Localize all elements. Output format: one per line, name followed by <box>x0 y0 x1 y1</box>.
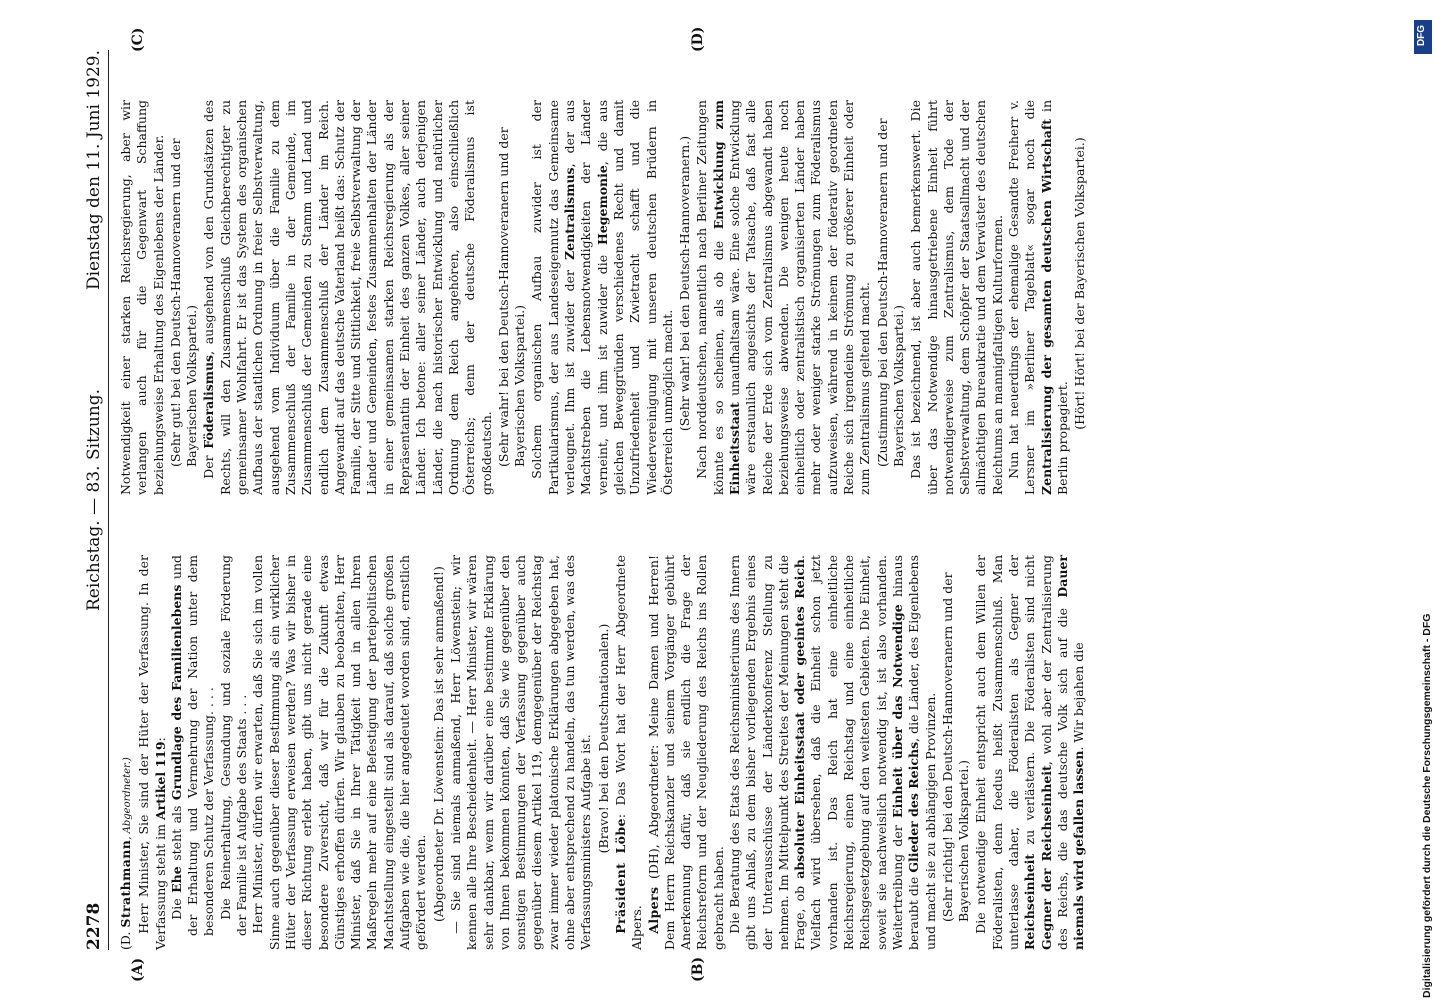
paragraph: Herr Minister, Sie sind der Hüter der Verfassung. In der Verfassung steht im Artikel 119: <box>136 555 168 950</box>
margin-marker-c: (C) <box>130 27 146 52</box>
paragraph: Das ist bezeichnend, ist aber auch bemerkenswert. Die über das Notwendige hinausgetriebene Einheit führt notwendigerweise zum Zentralismus, dem Tode der Selbstverwaltung, dem Schöpfer der Staatsallmacht und der allmächtigen Bureaukratie und dem Verwüster des deutschen Reichtums an mannigfaltigen Kulturformen. <box>908 100 1005 495</box>
digitization-credit <box>1415 0 1431 998</box>
interjection: (Zustimmung bei den Deutsch-Hannoveranern und der Bayerischen Volkspartei.) <box>874 118 906 467</box>
interjection: (Bravo! bei den Deutschnationalen.) <box>595 623 611 854</box>
quoted-paragraph: Die Reinerhaltung, Gesundung und soziale Förderung der Familie ist Aufgabe des Staats . . . <box>217 555 250 936</box>
date-heading: Dienstag den 11. Juni 1929. <box>84 50 104 291</box>
interjection: (Abgeordneter Dr. Löwenstein: Das ist sehr anmaßend!) <box>430 566 446 922</box>
paragraph: Alpers (DH), Abgeordneter: Meine Damen und Herren! Dem Herrn Reichskanzler und seinem Vorgänger gebührt Anerkennung dafür, daß sie endlich die Frage der Reichsreform und der Neugliederung des Reichs ins Rollen gebracht haben. <box>645 555 726 950</box>
paragraph: — Sie sind niemals anmaßend, Herr Löwenstein; wir kennen alle Ihre Bescheidenheit. — Herr Minister, wir wären sehr dankbar, wenn wir darüber eine bestimmte Erklärung von Ihnen bekommen könnten, daß Sie wie gegenüber den sonstigen Bestimmungen der Verfassung gegenüber auch gegenüber diesem Artikel 119, demgegenüber der Reichstag zwar immer wieder platonische Erklärungen abgegeben hat, ohne aber entsprechend zu handeln, das tun werden, was des Verfassungsministers Aufgabe ist. <box>447 555 594 950</box>
header-rule <box>108 50 109 950</box>
left-column <box>118 555 1088 950</box>
credit-text: Digitalisierung gefördert durch die Deutsche Forschungsgemeinschaft - DFG <box>1421 613 1433 998</box>
quoted-paragraph: Die Ehe steht als Grundlage des Familienlebens und der Erhaltung und Vermehrung der Nation unter dem besonderen Schutz der Verfassung. . . . <box>168 554 217 936</box>
paragraph: Notwendigkeit einer starken Reichsregierung, aber wir verlangen auch für die Gegenwart Schaffung beziehungsweise Erhaltung des Eigenlebens der Länder. <box>118 100 166 495</box>
margin-marker-a: (A) <box>130 957 146 982</box>
speaker-name: Präsident Löbe <box>612 818 628 934</box>
speaker-name: Strathmann <box>118 839 133 928</box>
right-column <box>118 100 1090 495</box>
paragraph: Solchem organischen Aufbau zuwider ist der Partikularismus, der aus Landeseigennutz das Gemeinsame verleugnet. Ihm ist zuwider der Zentralismus, der aus Machtstreben die Lebensnotwendigkeiten der Länder verneint, und ihm ist zuwider die Hegemonie, die aus gleichen Beweggründen verschiedenes Recht und damit Unzufriedenheit und Zwietracht schafft und die Wiedervereinigung mit unseren deutschen Brüdern in Österreich unmöglich macht. <box>529 100 675 495</box>
paragraph: Präsident Löbe: Das Wort hat der Herr Abgeordnete Alpers. <box>612 555 645 950</box>
margin-marker-b: (B) <box>690 956 706 982</box>
page-number: 2278 <box>84 902 104 950</box>
interjection: (Sehr wahr! bei den Deutsch-Hannoveranern und der Bayerischen Volkspartei.) <box>495 127 528 467</box>
interjection: (Sehr richtig! bei den Deutsch-Hannoveranern und der Bayerischen Volkspartei.) <box>939 572 972 922</box>
paragraph: Nach norddeutschen, namentlich nach Berliner Zeitungen könnte es so scheinen, als ob die Entwicklung zum Einheitsstaat unaufhaltsam wäre. Eine solche Entwicklung wäre erstaunlich angesichts der Tatsache, daß fast alle Reiche der Erde sich vom Zentralismus abgewandt haben beziehungsweise abwenden. Die wenigen heute noch einheitlich oder zentralistisch organisierten Länder haben mehr oder weniger starke Strömungen zum Föderalismus aufzuweisen, während in keinem der föderativ geordneten Reiche sich irgendeine Strömung zu größerer Einheit oder zum Zentralismus geltend macht. <box>694 99 873 495</box>
speaker-name: Alpers <box>645 886 661 934</box>
paragraph: Die Beratung des Etats des Reichsministeriums des Innern gibt uns Anlaß, zu dem bisher vorliegenden Ergebnis eines der Unterausschüsse der Länderkonferenz Stellung zu nehmen. Im Mittelpunkt des Streites der Meinungen steht die Frage, ob absoluter Einheitsstaat oder geeintes Reich. Vielfach wird übersehen, daß die Einheit schon jetzt vorhanden ist. Das Reich hat eine einheitliche Reichsregierung, einen Reichstag und eine einheitliche Reichsgesetzgebung auf den weitesten Gebieten. Die Einheit, soweit sie nachweislich notwendig ist, ist also vorhanden. Weitertreibung der Einheit über das Notwendige hinaus beraubt die Glieder des Reichs, die Länder, des Eigenlebens und macht sie zu abhängigen Provinzen. <box>726 555 938 950</box>
paragraph: Herr Minister, dürfen wir erwarten, daß Sie sich im vollen Sinne auch gegenüber dieser Bestimmung als ein wirklicher Hüter der Verfassung erweisen werden? Was wir bisher in dieser Richtung erlebt haben, gibt uns nicht gerade eine besondere Zuversicht, daß wir für die Zukunft etwas Günstiges erhoffen dürfen. Wir glauben zu beobachten, Herr Minister, daß Sie in Ihrer Tätigkeit und in allen Ihren Maßregeln mehr auf eine Befestigung der parteipolitischen Machtstellung eingestellt sind als darauf, daß solche großen Aufgaben wie die, die hier angedeutet worden sind, ernstlich gefördert werden. <box>250 555 429 950</box>
paragraph: Die notwendige Einheit entspricht auch dem Willen der Föderalisten, denn foedus heißt Zusammenschluß. Man unterlasse daher, die Föderalisten als Gegner der Reichseinheit zu verlästern. Die Föderalisten sind nicht Gegner der Reichseinheit, wohl aber der Zentralisierung des Reichs, die das deutsche Volk sich auf die Dauer niemals wird gefallen lassen. Wir bejahen die <box>973 555 1087 950</box>
interjection: (Hört! Hört! bei der Bayerischen Volkspartei.) <box>1072 137 1088 430</box>
interjection: (Sehr wahr! bei den Deutsch-Hannoveranern.) <box>677 135 693 432</box>
dfg-logo: DFG <box>1414 20 1432 54</box>
interjection: (Sehr gut! bei den Deutsch-Hannoveranern und der Bayerischen Volkspartei.) <box>167 138 200 467</box>
paragraph: (D. Strathmann, Abgeordneter.) <box>118 757 133 950</box>
running-head: Reichstag. — 83. Sitzung. <box>84 388 104 612</box>
margin-marker-d: (D) <box>690 26 706 52</box>
paragraph: Der Föderalismus, ausgehend von den Grundsätzen des Rechts, will den Zusammenschluß Gleichberechtigter zu gemeinsamer Wohlfahrt. Er ist das System des organischen Aufbaus der staatlichen Ordnung in freier Selbstverwaltung, ausgehend vom Individuum über die Familie zu dem Zusammenschluß der Familie in der Gemeinde, im Zusammenschluß der Gemeinden zu Stamm und Land und endlich dem Zusammenschluß der Länder im Reich. Angewandt auf das deutsche Vaterland heißt das: Schutz der Familie, der Sitte und Sittlichkeit, freie Selbstverwaltung der Länder und Gemeinden, festes Zusammenhalten der Länder in einer gemeinsamen starken Reichsregierung als der Repräsentantin der Einheit des ganzen Volkes, aller seiner Länder. Ich betone: aller seiner Länder, auch derjenigen Länder, die nach historischer Entwicklung und natürlicher Ordnung dem Reich angehören, also einschließlich Österreichs; denn der deutsche Föderalismus ist großdeutsch. <box>201 100 494 495</box>
paragraph: Nun hat neuerdings der ehemalige Gesandte Freiherr v. Lersner im »Berliner Tageblatt« sogar noch die Zentralisierung der gesamten deutschen Wirtschaft in Berlin propagiert. <box>1006 100 1070 495</box>
